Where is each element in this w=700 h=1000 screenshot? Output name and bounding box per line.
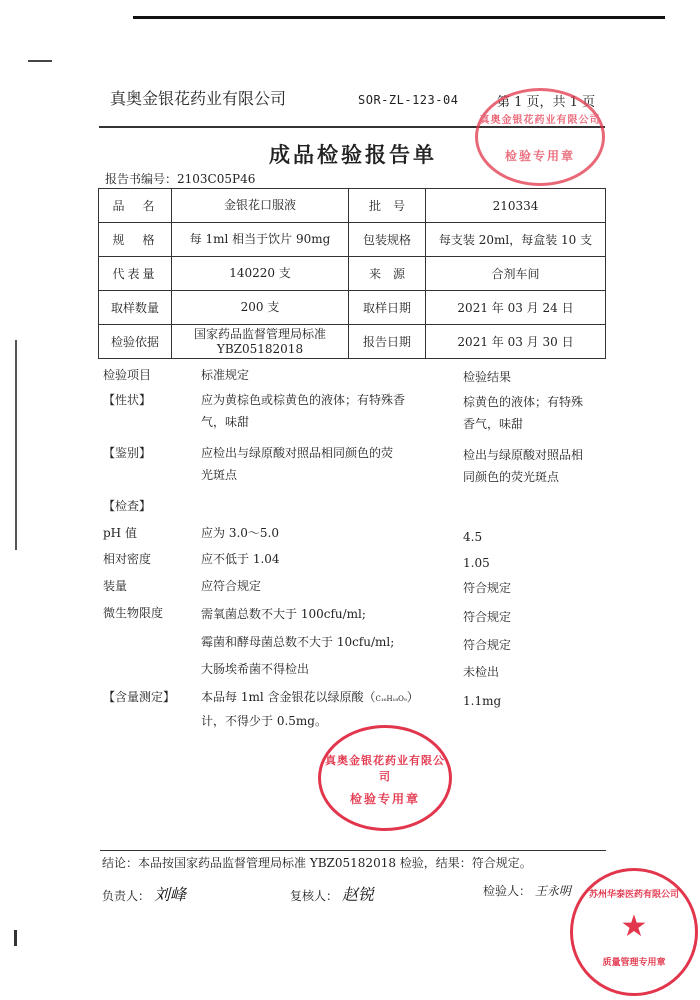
scan-edge-mark — [15, 340, 17, 550]
table-row — [99, 223, 606, 257]
fill-standard: 应符合规定 — [201, 579, 262, 593]
quality-seal-company-name: 苏州华泰医药有限公司 — [588, 890, 679, 900]
source-value: 合剂车间 — [426, 257, 606, 291]
product-info-table — [98, 188, 606, 359]
assay-standard — [201, 686, 463, 732]
basis-value-line1: 国家药品监督管理局标准 — [193, 326, 326, 341]
appearance-result-line2: 香气，味甜 — [463, 417, 524, 431]
seal-company-name: 真奥金银花药业有限公司 — [325, 754, 445, 783]
top-border-line — [133, 16, 665, 19]
microbe-standard-2: 霉菌和酵母菌总数不大于 10cfu/ml; — [201, 635, 395, 649]
quality-management-seal — [570, 868, 698, 996]
document-code: SOR-ZL-123-04 — [358, 93, 459, 107]
quantity-label: 代表量 — [99, 257, 172, 291]
fill-result: 符合规定 — [463, 581, 512, 595]
identification-result — [463, 444, 613, 488]
quantity-value: 140220 支 — [172, 257, 349, 291]
product-name-value: 金银花口服液 — [172, 189, 349, 223]
appearance-result — [463, 391, 613, 435]
col-header-result: 检验结果 — [463, 370, 512, 384]
conclusion-rule — [100, 850, 606, 851]
identification-standard-line1: 应检出与绿原酸对照品相同颜色的荧 — [201, 446, 394, 460]
assay-standard-line2: 计，不得少于 0.5mg。 — [201, 714, 327, 728]
identification-standard — [201, 442, 451, 486]
inspector — [483, 882, 571, 899]
company-name: 真奥金银花药业有限公司 — [110, 89, 287, 108]
assay-standard-text: 本品每 1ml 含金银花以绿原酸（ — [201, 690, 376, 704]
reviewer-label: 复核人： — [290, 889, 339, 903]
responsible-label: 负责人： — [102, 889, 151, 903]
microbe-result-2: 符合规定 — [463, 638, 512, 652]
microbe-standard-3: 大肠埃希菌不得检出 — [201, 662, 310, 676]
table-row — [99, 257, 606, 291]
identification-result-line2: 同颜色的荧光斑点 — [463, 470, 560, 484]
basis-label: 检验依据 — [99, 325, 172, 359]
identification-standard-line2: 光斑点 — [201, 468, 238, 482]
identification-result-line1: 检出与绿原酸对照品相 — [463, 448, 584, 462]
inspector-signature: 王永明 — [534, 884, 571, 898]
reviewer — [290, 882, 374, 905]
seal-usage-text-header: 检验专用章 — [504, 149, 575, 163]
appearance-standard-line2: 气，味甜 — [201, 415, 250, 429]
report-date-value: 2021 年 03 月 30 日 — [426, 325, 606, 359]
seal-usage-text: 检验专用章 — [349, 792, 420, 806]
source-label: 来 源 — [349, 257, 426, 291]
spec-label: 规 格 — [99, 223, 172, 257]
table-row — [99, 189, 606, 223]
table-row — [99, 325, 606, 359]
company-inspection-seal-header — [475, 88, 605, 186]
seal-company-name-header: 真奥金银花药业有限公司 — [479, 115, 601, 126]
check-label: 【检查】 — [103, 499, 152, 513]
density-result: 1.05 — [463, 556, 490, 570]
col-header-standard: 标准规定 — [201, 368, 250, 382]
ph-label: pH 值 — [103, 526, 137, 540]
microbe-label: 微生物限度 — [103, 606, 164, 620]
ph-result: 4.5 — [463, 530, 483, 544]
scan-speck — [28, 60, 52, 62]
basis-value — [172, 325, 349, 359]
microbe-result-1: 符合规定 — [463, 610, 512, 624]
table-row — [99, 291, 606, 325]
appearance-standard-line1: 应为黄棕色或棕黄色的液体；有特殊香 — [201, 393, 406, 407]
sample-date-label: 取样日期 — [349, 291, 426, 325]
sample-qty-label: 取样数量 — [99, 291, 172, 325]
sample-qty-value: 200 支 — [172, 291, 349, 325]
company-inspection-seal — [318, 725, 452, 831]
ph-standard: 应为 3.0～5.0 — [201, 526, 279, 540]
assay-standard-close: ） — [406, 690, 419, 704]
batch-value: 210334 — [426, 189, 606, 223]
spec-value: 每 1ml 相当于饮片 90mg — [172, 223, 349, 257]
quality-seal-usage-text: 质量管理专用章 — [602, 958, 666, 968]
assay-standard-line1 — [201, 686, 463, 710]
microbe-standard-1: 需氧菌总数不大于 100cfu/ml; — [201, 607, 366, 621]
chlorogenic-acid-formula: C₁₆H₁₈O₉ — [375, 695, 407, 703]
report-title: 成品检验报告单 — [269, 143, 437, 167]
basis-value-line2: YBZ05182018 — [216, 341, 304, 356]
assay-label: 【含量测定】 — [103, 690, 176, 704]
product-name-label: 品 名 — [99, 189, 172, 223]
sample-date-value: 2021 年 03 月 24 日 — [426, 291, 606, 325]
batch-label: 批 号 — [349, 189, 426, 223]
page-number: 第 1 页，共 1 页 — [497, 95, 596, 110]
responsible-person — [102, 882, 186, 905]
col-header-item: 检验项目 — [103, 368, 152, 382]
identification-label: 【鉴别】 — [103, 446, 152, 460]
pack-label: 包装规格 — [349, 223, 426, 257]
seal-star-icon: ★ — [620, 909, 648, 944]
report-date-label: 报告日期 — [349, 325, 426, 359]
inspector-label: 检验人： — [483, 884, 532, 898]
appearance-result-line1: 棕黄色的液体；有特殊 — [463, 395, 584, 409]
density-standard: 应不低于 1.04 — [201, 552, 280, 566]
density-label: 相对密度 — [103, 552, 152, 566]
fill-label: 装量 — [103, 579, 128, 593]
appearance-label: 【性状】 — [103, 393, 152, 407]
responsible-signature: 刘峰 — [153, 885, 186, 904]
assay-result: 1.1mg — [463, 694, 502, 708]
conclusion-text: 结论：本品按国家药品监督管理局标准 YBZ05182018 检验，结果：符合规定。 — [102, 856, 532, 870]
scan-edge-mark-2 — [14, 930, 17, 946]
report-number: 报告书编号：2103C05P46 — [105, 172, 256, 186]
appearance-standard — [201, 389, 451, 433]
pack-value: 每支装 20ml，每盒装 10 支 — [426, 223, 606, 257]
reviewer-signature: 赵锐 — [341, 885, 374, 904]
microbe-result-3: 未检出 — [463, 665, 500, 679]
